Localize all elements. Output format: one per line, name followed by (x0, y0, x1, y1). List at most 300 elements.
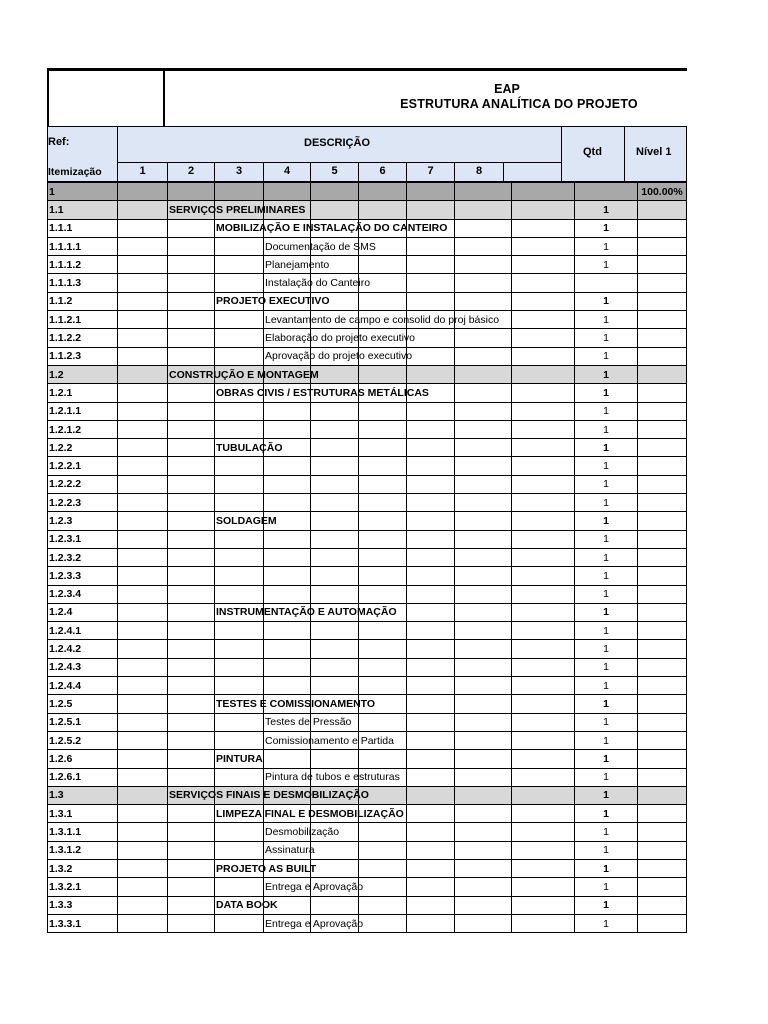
wbs-row (48, 622, 687, 640)
wbs-nivel-cell (638, 384, 687, 402)
wbs-level-cell (215, 457, 264, 475)
wbs-level-cell (359, 457, 407, 475)
wbs-ref-cell: 1.1.1.2 (48, 256, 118, 274)
wbs-level-cell (359, 475, 407, 493)
wbs-spacer-cell (512, 292, 575, 310)
wbs-level-cell (407, 750, 455, 768)
wbs-level-cell (168, 292, 215, 310)
wbs-spacer-cell (512, 786, 575, 804)
wbs-ref-cell: 1.1.2 (48, 292, 118, 310)
wbs-level-cell (118, 183, 168, 201)
wbs-level-cell (168, 823, 215, 841)
wbs-spacer-cell (512, 384, 575, 402)
wbs-qtd-cell: 1 (575, 750, 638, 768)
wbs-description: SOLDAGEM (216, 514, 277, 527)
wbs-spacer-cell (512, 201, 575, 219)
wbs-level-cell (359, 494, 407, 512)
wbs-nivel-cell (638, 201, 687, 219)
wbs-level-cell (118, 622, 168, 640)
wbs-row (48, 237, 687, 255)
wbs-qtd-cell: 1 (575, 365, 638, 383)
wbs-level-cell (168, 530, 215, 548)
wbs-nivel-cell (638, 219, 687, 237)
wbs-level-cell (118, 658, 168, 676)
wbs-level-cell (168, 548, 215, 566)
wbs-spacer-cell (512, 841, 575, 859)
wbs-level-cell (118, 640, 168, 658)
wbs-ref-cell: 1.2.6.1 (48, 768, 118, 786)
wbs-level-cell (407, 841, 455, 859)
wbs-nivel-cell (638, 786, 687, 804)
wbs-qtd-cell: 1 (575, 384, 638, 402)
wbs-row (48, 585, 687, 603)
wbs-nivel-cell (638, 677, 687, 695)
wbs-spacer-cell (512, 494, 575, 512)
wbs-level-cell (215, 548, 264, 566)
wbs-qtd-cell: 1 (575, 713, 638, 731)
wbs-level-cell (215, 859, 317, 877)
wbs-level-cell (455, 695, 512, 713)
wbs-level-cell (455, 823, 512, 841)
wbs-level-cell (311, 475, 359, 493)
wbs-spacer-cell (512, 439, 575, 457)
wbs-level-cell (455, 677, 512, 695)
wbs-table (47, 182, 687, 933)
wbs-level-cell (455, 640, 512, 658)
wbs-level-cell (168, 274, 215, 292)
wbs-level-cell (118, 713, 168, 731)
level-header-label: 7 (427, 165, 434, 177)
wbs-level-cell (264, 914, 364, 932)
wbs-level-cell (168, 622, 215, 640)
wbs-level-cell (311, 585, 359, 603)
wbs-level-cell (215, 567, 264, 585)
nivel-header-label: Nível 1 (636, 146, 672, 158)
wbs-level-cell (455, 914, 512, 932)
wbs-level-cell (407, 713, 455, 731)
wbs-level-cell (311, 677, 359, 695)
wbs-spacer-cell (512, 365, 575, 383)
wbs-level-cell (168, 256, 215, 274)
wbs-level-cell (264, 658, 311, 676)
wbs-level-cell (407, 402, 455, 420)
wbs-spacer-cell (512, 731, 575, 749)
wbs-qtd-cell: 1 (575, 622, 638, 640)
wbs-description: Entrega e Aprovação (265, 917, 364, 930)
wbs-level-cell (455, 750, 512, 768)
wbs-ref-cell: 1.3 (48, 786, 118, 804)
wbs-level-cell (407, 878, 455, 896)
wbs-level-cell (455, 420, 512, 438)
ref-header-label: Ref: (48, 136, 70, 148)
wbs-description: INSTRUMENTAÇÃO E AUTOMAÇÃO (216, 606, 397, 619)
wbs-ref-cell: 1.3.2.1 (48, 878, 118, 896)
wbs-level-cell (455, 201, 512, 219)
wbs-level-cell (168, 219, 215, 237)
wbs-level-cell (264, 878, 364, 896)
wbs-level-cell (455, 219, 512, 237)
level-header-label: 6 (379, 165, 386, 177)
level-header-label: 4 (283, 165, 291, 177)
wbs-qtd-cell: 1 (575, 640, 638, 658)
wbs-level-cell (168, 841, 215, 859)
wbs-level-cell (455, 805, 512, 823)
wbs-level-cell (359, 292, 407, 310)
wbs-spacer-cell (512, 274, 575, 292)
descricao-header-label: DESCRIÇÃO (304, 137, 371, 149)
wbs-ref-cell: 1.1.2.1 (48, 311, 118, 329)
wbs-row (48, 439, 687, 457)
wbs-ref-cell: 1.2.4.4 (48, 677, 118, 695)
wbs-row (48, 548, 687, 566)
wbs-row (48, 731, 687, 749)
wbs-level-cell (215, 622, 264, 640)
wbs-row (48, 786, 687, 804)
wbs-description: TESTES E COMISSIONAMENTO (216, 697, 376, 710)
wbs-level-cell (455, 365, 512, 383)
wbs-level-cell (359, 512, 407, 530)
wbs-qtd-cell: 1 (575, 530, 638, 548)
wbs-qtd-cell: 1 (575, 841, 638, 859)
wbs-level-cell (407, 768, 455, 786)
wbs-level-cell (215, 713, 264, 731)
wbs-level-cell (359, 439, 407, 457)
wbs-spacer-cell (512, 914, 575, 932)
wbs-nivel-cell (638, 420, 687, 438)
wbs-ref-cell: 1.2.1.2 (48, 420, 118, 438)
wbs-level-cell (311, 494, 359, 512)
itemizacao-header-label: Itemização (48, 166, 102, 178)
wbs-level-cell (215, 402, 264, 420)
wbs-level-cell (264, 347, 413, 365)
wbs-level-cell (311, 512, 359, 530)
wbs-description: Documentação de SMS (265, 240, 376, 253)
level-header-label: 1 (139, 165, 146, 177)
wbs-level-cell (264, 622, 311, 640)
wbs-ref-cell: 1.2.4.2 (48, 640, 118, 658)
wbs-ref-cell: 1.2.4 (48, 603, 118, 621)
wbs-row (48, 567, 687, 585)
wbs-nivel-cell (638, 329, 687, 347)
wbs-level-cell (168, 183, 215, 201)
wbs-level-cell (215, 256, 264, 274)
wbs-spacer-cell (512, 603, 575, 621)
wbs-level-cell (118, 475, 168, 493)
wbs-level-cell (264, 311, 500, 329)
wbs-level-cell (407, 256, 455, 274)
wbs-nivel-cell (638, 512, 687, 530)
wbs-level-cell (168, 567, 215, 585)
wbs-level-cell (311, 457, 359, 475)
wbs-level-cell (359, 640, 407, 658)
wbs-level-cell (118, 237, 168, 255)
wbs-level-cell (215, 585, 264, 603)
wbs-level-cell (118, 567, 168, 585)
wbs-nivel-cell (638, 274, 687, 292)
wbs-level-cell (264, 640, 311, 658)
wbs-ref-cell: 1.3.1.2 (48, 841, 118, 859)
wbs-level-cell (264, 457, 311, 475)
qtd-header-label: Qtd (583, 146, 602, 158)
wbs-nivel-cell (638, 841, 687, 859)
wbs-description: SERVIÇOS PRELIMINARES (169, 203, 306, 216)
wbs-nivel-cell (638, 695, 687, 713)
wbs-level-cell (168, 311, 215, 329)
wbs-level-cell (311, 183, 359, 201)
wbs-ref-cell: 1.3.1 (48, 805, 118, 823)
wbs-row (48, 878, 687, 896)
wbs-level-cell (168, 402, 215, 420)
wbs-level-cell (168, 658, 215, 676)
wbs-qtd-cell: 1 (575, 329, 638, 347)
wbs-level-cell (455, 384, 512, 402)
wbs-level-cell (215, 823, 264, 841)
wbs-level-cell (215, 311, 264, 329)
wbs-row (48, 658, 687, 676)
wbs-level-cell (311, 640, 359, 658)
wbs-row (48, 384, 687, 402)
wbs-level-cell (168, 329, 215, 347)
wbs-level-cell (215, 384, 429, 402)
wbs-level-cell (359, 658, 407, 676)
wbs-qtd-cell: 1 (575, 677, 638, 695)
wbs-level-cell (215, 731, 264, 749)
wbs-level-cell (359, 420, 407, 438)
wbs-level-cell (407, 512, 455, 530)
wbs-row (48, 695, 687, 713)
wbs-level-cell (455, 878, 512, 896)
wbs-level-cell (168, 603, 215, 621)
wbs-level-cell (264, 677, 311, 695)
wbs-level-cell (215, 914, 264, 932)
wbs-level-cell (359, 750, 407, 768)
wbs-spacer-cell (512, 219, 575, 237)
wbs-level-cell (407, 475, 455, 493)
wbs-nivel-cell (638, 585, 687, 603)
wbs-level-cell (359, 622, 407, 640)
wbs-level-cell (215, 878, 264, 896)
wbs-level-cell (455, 494, 512, 512)
wbs-nivel-cell (638, 622, 687, 640)
wbs-row (48, 201, 687, 219)
wbs-level-cell (359, 841, 407, 859)
wbs-level-cell (455, 237, 512, 255)
wbs-qtd-cell: 1 (575, 292, 638, 310)
wbs-level-cell (168, 475, 215, 493)
wbs-level-cell (359, 567, 407, 585)
wbs-level-cell (215, 896, 278, 914)
wbs-level-cell (168, 494, 215, 512)
wbs-spacer-cell (512, 457, 575, 475)
wbs-level-cell (118, 439, 168, 457)
wbs-level-cell (455, 347, 512, 365)
logo-cell (47, 68, 165, 126)
wbs-qtd-cell: 1 (575, 201, 638, 219)
wbs-level-cell (407, 896, 455, 914)
wbs-level-cell (311, 896, 359, 914)
wbs-ref-cell: 1.2.4.1 (48, 622, 118, 640)
wbs-level-cell (168, 750, 215, 768)
wbs-level-cell (168, 640, 215, 658)
wbs-level-cell (215, 494, 264, 512)
wbs-level-cell (215, 640, 264, 658)
wbs-row (48, 457, 687, 475)
wbs-level-cell (359, 201, 407, 219)
wbs-level-cell (168, 677, 215, 695)
wbs-level-cell (215, 219, 448, 237)
wbs-qtd-cell: 1 (575, 494, 638, 512)
wbs-row (48, 292, 687, 310)
wbs-level-cell (311, 750, 359, 768)
wbs-ref-cell: 1.3.2 (48, 859, 118, 877)
wbs-level-cell (407, 677, 455, 695)
wbs-level-cell (168, 731, 215, 749)
wbs-qtd-cell: 1 (575, 914, 638, 932)
wbs-row (48, 347, 687, 365)
wbs-level-cell (359, 878, 407, 896)
wbs-nivel-cell (638, 237, 687, 255)
level-header-cell (503, 162, 562, 182)
wbs-qtd-cell: 1 (575, 402, 638, 420)
wbs-ref-cell: 1.1 (48, 201, 118, 219)
wbs-level-cell (407, 914, 455, 932)
wbs-nivel-cell (638, 878, 687, 896)
wbs-level-cell (215, 329, 264, 347)
wbs-ref-cell: 1.2.3.1 (48, 530, 118, 548)
wbs-row (48, 768, 687, 786)
wbs-level-cell (264, 420, 311, 438)
wbs-level-cell (311, 439, 359, 457)
wbs-ref-cell: 1.2.5.2 (48, 731, 118, 749)
wbs-level-cell (168, 347, 215, 365)
wbs-level-cell (215, 512, 277, 530)
wbs-level-cell (311, 622, 359, 640)
wbs-row (48, 896, 687, 914)
wbs-nivel-cell (638, 768, 687, 786)
wbs-nivel-cell (638, 347, 687, 365)
wbs-spacer-cell (512, 567, 575, 585)
wbs-level-cell (118, 256, 168, 274)
wbs-level-cell (215, 658, 264, 676)
wbs-level-cell (118, 548, 168, 566)
wbs-ref-cell: 1.2.2.2 (48, 475, 118, 493)
wbs-spacer-cell (512, 658, 575, 676)
wbs-row (48, 677, 687, 695)
wbs-level-cell (168, 859, 215, 877)
wbs-level-cell (118, 677, 168, 695)
wbs-level-cell (311, 201, 359, 219)
wbs-qtd-cell: 1 (575, 256, 638, 274)
wbs-level-cell (264, 823, 340, 841)
wbs-qtd-cell: 1 (575, 695, 638, 713)
wbs-level-cell (407, 347, 455, 365)
wbs-description: OBRAS CIVIS / ESTRUTURAS METÁLICAS (216, 386, 429, 399)
wbs-description: Elaboração do projeto executivo (265, 332, 416, 345)
wbs-spacer-cell (512, 475, 575, 493)
wbs-level-cell (118, 914, 168, 932)
wbs-level-cell (359, 677, 407, 695)
wbs-level-cell (118, 420, 168, 438)
wbs-level-cell (359, 713, 407, 731)
wbs-description: Pintura de tubos e estruturas (265, 771, 400, 784)
wbs-level-cell (407, 603, 455, 621)
wbs-qtd-cell: 1 (575, 768, 638, 786)
wbs-nivel-cell (638, 530, 687, 548)
wbs-level-cell (455, 439, 512, 457)
wbs-level-cell (407, 640, 455, 658)
wbs-nivel-cell (638, 402, 687, 420)
wbs-level-cell (455, 786, 512, 804)
wbs-level-cell (455, 622, 512, 640)
wbs-nivel-cell (638, 475, 687, 493)
wbs-description: Assinatura (265, 844, 315, 857)
wbs-nivel-cell (638, 494, 687, 512)
wbs-level-cell (118, 585, 168, 603)
wbs-nivel-cell (638, 805, 687, 823)
wbs-ref-cell: 1.3.3 (48, 896, 118, 914)
wbs-spacer-cell (512, 878, 575, 896)
wbs-nivel-cell (638, 292, 687, 310)
wbs-level-cell (264, 494, 311, 512)
wbs-ref-cell: 1.1.1.3 (48, 274, 118, 292)
wbs-nivel-cell (638, 896, 687, 914)
wbs-spacer-cell (512, 713, 575, 731)
wbs-spacer-cell (512, 805, 575, 823)
wbs-spacer-cell (512, 896, 575, 914)
wbs-level-cell (407, 439, 455, 457)
wbs-level-cell (311, 658, 359, 676)
wbs-level-cell (168, 512, 215, 530)
wbs-level-cell (264, 475, 311, 493)
wbs-nivel-cell (638, 603, 687, 621)
wbs-description: LIMPEZA FINAL E DESMOBILIZAÇÃO (216, 807, 404, 820)
wbs-level-cell (359, 402, 407, 420)
level-header-label: 2 (187, 165, 195, 177)
wbs-description: Entrega e Aprovação (265, 880, 364, 893)
wbs-ref-cell: 1.1.2.2 (48, 329, 118, 347)
wbs-ref-cell: 1.3.3.1 (48, 914, 118, 932)
wbs-qtd-cell: 1 (575, 457, 638, 475)
level-header-label: 5 (331, 165, 338, 177)
wbs-ref-cell: 1.2.5.1 (48, 713, 118, 731)
wbs-description: Planejamento (265, 258, 330, 271)
wbs-level-cell (168, 457, 215, 475)
wbs-level-cell (118, 823, 168, 841)
wbs-ref-cell: 1.3.1.1 (48, 823, 118, 841)
wbs-level-cell (407, 585, 455, 603)
wbs-spacer-cell (512, 695, 575, 713)
wbs-spacer-cell (512, 237, 575, 255)
wbs-level-cell (359, 585, 407, 603)
wbs-row (48, 512, 687, 530)
wbs-level-cell (118, 805, 168, 823)
wbs-level-cell (118, 384, 168, 402)
wbs-level-cell (407, 365, 455, 383)
wbs-level-cell (264, 750, 311, 768)
wbs-row (48, 219, 687, 237)
wbs-spacer-cell (512, 622, 575, 640)
wbs-ref-cell: 1.2.4.3 (48, 658, 118, 676)
wbs-spacer-cell (512, 640, 575, 658)
wbs-qtd-cell: 1 (575, 585, 638, 603)
wbs-level-cell (455, 475, 512, 493)
wbs-nivel-cell (638, 365, 687, 383)
wbs-level-cell (455, 402, 512, 420)
wbs-row (48, 713, 687, 731)
wbs-description: TUBULAÇÃO (216, 441, 283, 454)
wbs-qtd-cell: 1 (575, 439, 638, 457)
wbs-level-cell (118, 329, 168, 347)
